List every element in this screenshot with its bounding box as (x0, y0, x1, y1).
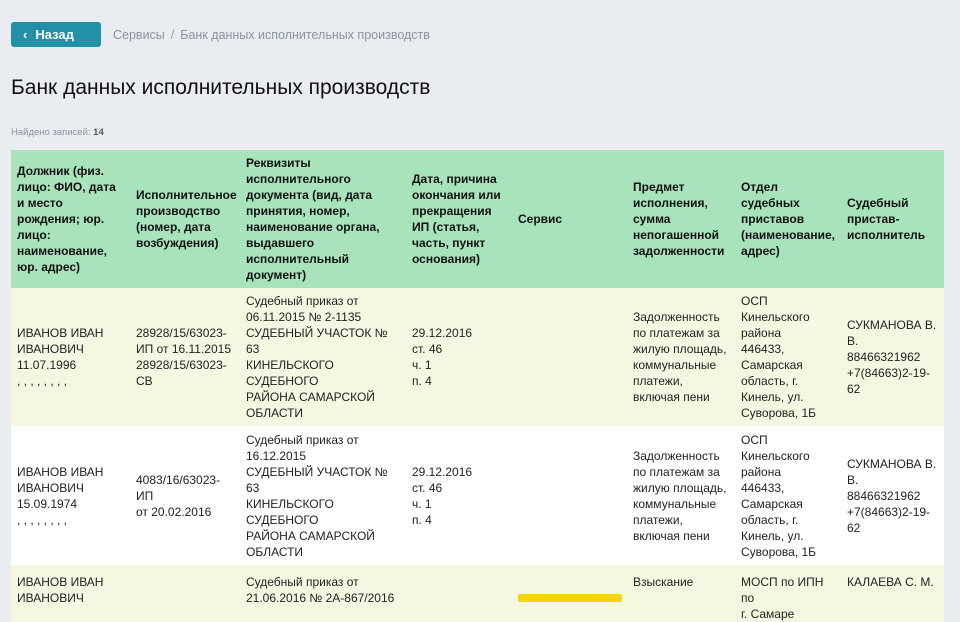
cell-line: ИВАНОВИЧ (17, 591, 84, 605)
cell-bailiff (841, 565, 944, 622)
column-header-subject: Предмет исполнения, сумма непогашенной задолженности (627, 150, 735, 288)
cell-line: КИНЕЛЬСКОГО СУДЕБНОГО (246, 358, 334, 388)
records-found-label: Найдено записей: (11, 127, 91, 138)
cell-line: коммунальные (633, 496, 717, 511)
cell-debtor (11, 565, 130, 622)
cell-line: КИНЕЛЬСКОГО СУДЕБНОГО (246, 496, 334, 527)
cell-line: СУДЕБНЫЙ УЧАСТОК № 63 (246, 464, 388, 495)
cell-line: ОБЛАСТИ (246, 406, 304, 420)
cell-bailiff (841, 288, 944, 426)
cell-line: , , , , , , , , (17, 512, 68, 527)
cell-line: 446433, (741, 480, 785, 495)
cell-line: РАЙОНА САМАРСКОЙ (246, 528, 375, 543)
cell-line: от 20.02.2016 (136, 504, 212, 519)
cell-line: ч. 1 (412, 358, 432, 372)
column-header-department: Отдел судебных приставов (наименование, адрес) (735, 150, 841, 288)
cell-line: ИВАНОВ ИВАН (17, 575, 104, 589)
column-header-end-date: Дата, причина окончания или прекращения ИП (статья, часть, пункт основания) (406, 150, 512, 288)
breadcrumb (113, 28, 430, 42)
cell-line: платежи, (633, 512, 683, 527)
cell-line: 15.09.1974 (17, 496, 78, 511)
cell-line: 28928/15/63023- (136, 326, 227, 340)
cell-line: Задолженность (633, 448, 720, 463)
cell-line: Взыскание (633, 575, 694, 589)
cell-service (512, 565, 627, 622)
cell-end (406, 426, 512, 565)
cell-line: ОБЛАСТИ (246, 544, 304, 559)
cell-line: Суворова, 1Б (741, 406, 817, 420)
cell-line: область, г. (741, 374, 799, 388)
breadcrumb-current: Банк данных исполнительных производств (180, 28, 430, 42)
cell-line: Судебный приказ от (246, 432, 359, 447)
cell-subject (627, 288, 735, 426)
cell-debtor (11, 288, 130, 426)
cell-line: ИВАНОВ ИВАН (17, 326, 104, 340)
cell-line: Задолженность (633, 310, 720, 324)
cell-line: района (741, 464, 782, 479)
cell-line: ИВАНОВ ИВАН (17, 464, 104, 479)
cell-line: г. Самаре (741, 607, 795, 621)
cell-line: 29.12.2016 (412, 326, 473, 340)
cell-line: МОСП по ИПН по (741, 575, 824, 605)
cell-line: Самарская (741, 496, 803, 511)
cell-line: ОСП (741, 294, 768, 308)
cell-line: включая пени (633, 390, 710, 404)
breadcrumb-separator: / (170, 28, 175, 42)
table-row (11, 426, 944, 565)
cell-line: по платежам за (633, 464, 720, 479)
cell-line: ИВАНОВИЧ (17, 342, 84, 356)
cell-line: платежи, (633, 374, 683, 388)
cell-document (240, 426, 406, 565)
cell-line: п. 4 (412, 374, 432, 388)
cell-line: 4083/16/63023-ИП (136, 472, 221, 503)
cell-line: 11.07.1996 (17, 358, 77, 372)
cell-line: КАЛАЕВА С. М. (847, 575, 934, 589)
cell-line: В. (847, 334, 859, 348)
proceedings-table (11, 150, 944, 622)
cell-document (240, 288, 406, 426)
column-header-debtor: Должник (физ. лицо: ФИО, дата и место рождения; юр. лицо: наименование, юр. адрес) (11, 150, 130, 288)
cell-line: ИВАНОВИЧ (17, 480, 84, 495)
cell-subject (627, 565, 735, 622)
cell-line: ИП от 16.11.2015 (136, 342, 231, 356)
column-header-bailiff: Судебный пристав-исполнитель (841, 150, 944, 288)
records-found (11, 127, 104, 138)
cell-line: область, г. (741, 512, 799, 527)
cell-line: СУДЕБНЫЙ УЧАСТОК № 63 (246, 326, 388, 356)
cell-line: 446433, (741, 342, 785, 356)
cell-line: ст. 46 (412, 342, 443, 356)
cell-line: ОСП (741, 432, 768, 447)
cell-line: Кинельского (741, 448, 810, 463)
cell-line: 88466321962 (847, 488, 921, 503)
cell-line: ч. 1 (412, 496, 432, 511)
back-button[interactable] (11, 22, 101, 47)
table-header-row (11, 150, 944, 288)
table-row (11, 565, 944, 622)
cell-department (735, 426, 841, 565)
column-header-proceeding: Исполнительное производство (номер, дата возбуждения) (130, 150, 240, 288)
breadcrumb-link-services[interactable]: Сервисы (113, 28, 165, 42)
cell-line: СУКМАНОВА В. (847, 318, 937, 332)
cell-line: жилую площадь, (633, 342, 727, 356)
cell-line: РАЙОНА САМАРСКОЙ (246, 390, 375, 404)
cell-department (735, 288, 841, 426)
cell-line: Суворова, 1Б (741, 544, 817, 559)
cell-line: Кинель, ул. (741, 390, 804, 404)
cell-line: 16.12.2015 (246, 448, 307, 463)
cell-proceeding (130, 426, 240, 565)
cell-line: района (741, 326, 782, 340)
cell-end (406, 565, 512, 622)
cell-line: ст. 46 (412, 480, 443, 495)
cell-document (240, 565, 406, 622)
back-button-label: Назад (35, 27, 74, 42)
cell-line: по платежам за (633, 326, 720, 340)
cell-department (735, 565, 841, 622)
cell-line: Судебный приказ от (246, 575, 359, 589)
cell-proceeding (130, 565, 240, 622)
cell-line: 06.11.2015 № 2-1135 (246, 310, 362, 324)
cell-end (406, 288, 512, 426)
cell-debtor (11, 426, 130, 565)
cell-line: включая пени (633, 528, 710, 543)
chevron-left-icon: ‹ (23, 27, 28, 42)
cell-line: п. 4 (412, 512, 432, 527)
page-title: Банк данных исполнительных производств (11, 76, 431, 99)
cell-subject (627, 426, 735, 565)
column-header-document: Реквизиты исполнительного документа (вид, дата принятия, номер, наименование органа, выдавшего исполнительный документ) (240, 150, 406, 288)
cell-line: Самарская (741, 358, 803, 372)
cell-line: 29.12.2016 (412, 464, 473, 479)
cell-service (512, 288, 627, 426)
cell-line: +7(84663)2-19-62 (847, 366, 931, 396)
cell-line: Судебный приказ от (246, 294, 359, 308)
cell-line: Кинельского (741, 310, 810, 324)
column-header-service: Сервис (512, 150, 627, 288)
cell-line: жилую площадь, (633, 480, 727, 495)
cell-line: 88466321962 (847, 350, 921, 364)
cell-line: СВ (136, 374, 153, 388)
cell-line: 28928/15/63023- (136, 358, 227, 372)
cell-line: коммунальные (633, 358, 717, 372)
table-row (11, 288, 944, 426)
cell-service (512, 426, 627, 565)
cell-proceeding (130, 288, 240, 426)
cell-line: +7(84663)2-19-62 (847, 504, 931, 535)
cell-line: , , , , , , , , (17, 374, 68, 388)
cell-line: 21.06.2016 № 2А-867/2016 (246, 591, 395, 605)
cell-bailiff (841, 426, 944, 565)
cell-line: СУКМАНОВА В. (847, 456, 937, 471)
cell-line: Кинель, ул. (741, 528, 804, 543)
cell-line: В. (847, 472, 859, 487)
records-found-count: 14 (93, 127, 104, 138)
